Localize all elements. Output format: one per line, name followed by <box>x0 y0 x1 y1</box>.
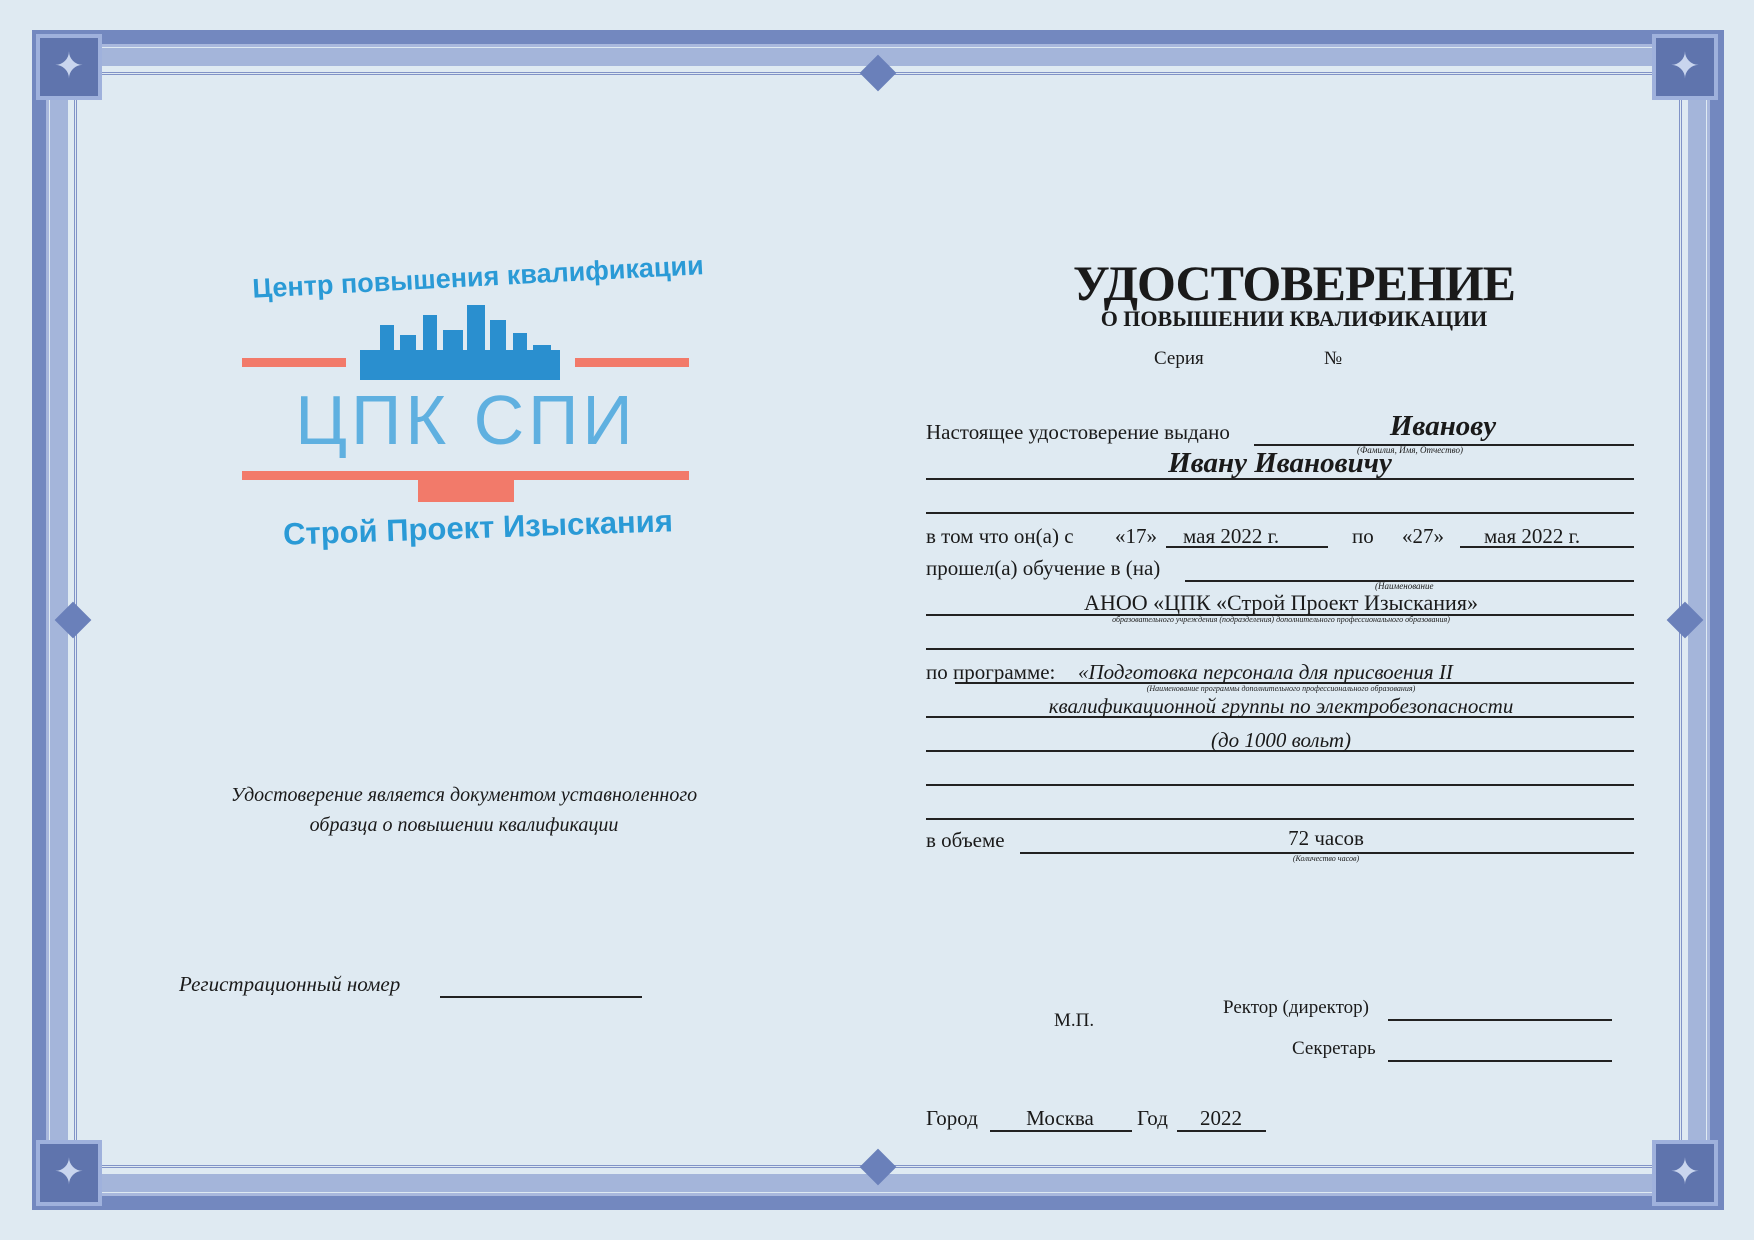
validity-note: Удостоверение является документом уставноленного <box>230 784 698 806</box>
logo-bar <box>575 358 689 367</box>
start-day: «17» <box>1115 524 1157 548</box>
org-caption: образовательного учреждения (подразделения) дополнительного профессионального образования) <box>1112 615 1450 624</box>
volume-label: в объеме <box>926 828 1005 852</box>
city-label: Город <box>926 1106 978 1130</box>
stamp-label: М.П. <box>1054 1010 1095 1031</box>
start-month-year: мая 2022 г. <box>1183 524 1280 548</box>
document-subtitle: О ПОВЫШЕНИИ КВАЛИФИКАЦИИ <box>1100 306 1488 331</box>
hours-caption: (Количество часов) <box>1292 854 1360 863</box>
year-value: 2022 <box>1200 1106 1242 1130</box>
field-line <box>926 648 1634 650</box>
city-value: Москва <box>1026 1106 1094 1130</box>
logo-top-text: Центр повышения квалификации <box>251 250 705 304</box>
logo-bottom-text: Строй Проект Изыскания <box>282 503 674 552</box>
hours-value: 72 часов <box>1288 826 1364 850</box>
end-month-year: мая 2022 г. <box>1484 524 1581 548</box>
document-title: УДОСТОВЕРЕНИЕ <box>1073 255 1515 311</box>
period-label: в том что он(а) с <box>926 524 1074 548</box>
program-name-line1: «Подготовка персонала для присвоения II <box>1078 660 1453 684</box>
issued-label: Настоящее удостоверение выдано <box>926 420 1230 444</box>
validity-note: образца о повышении квалификации <box>309 814 619 836</box>
registration-label: Регистрационный номер <box>179 972 401 996</box>
program-name-line2: квалификационной группы по электробезопасности <box>1048 694 1514 718</box>
corner-ornament-icon <box>36 34 102 100</box>
recipient-surname: Иванову <box>1389 410 1497 442</box>
studied-label: прошел(а) обучение в (на) <box>926 556 1161 580</box>
logo-main-text: ЦПК СПИ <box>295 381 637 459</box>
logo-bar <box>418 478 514 502</box>
series-label: Серия <box>1154 348 1204 369</box>
corner-ornament-icon <box>1652 34 1718 100</box>
rector-signature-line <box>1388 1019 1612 1021</box>
program-label: по программе: <box>926 660 1056 684</box>
secretary-label: Секретарь <box>1292 1038 1376 1059</box>
number-label: № <box>1324 348 1343 369</box>
recipient-name: Ивану Ивановичу <box>1168 447 1392 479</box>
registration-number-field <box>440 996 642 998</box>
field-line <box>926 512 1634 514</box>
program-name-line3: (до 1000 вольт) <box>1210 728 1352 752</box>
org-caption: (Наименование <box>1375 581 1434 591</box>
end-day: «27» <box>1402 524 1444 548</box>
to-label: по <box>1352 524 1374 548</box>
field-line <box>926 784 1634 786</box>
city-skyline-icon <box>355 305 570 380</box>
rector-label: Ректор (директор) <box>1223 997 1369 1018</box>
logo-bar <box>242 358 346 367</box>
program-caption: (Наименование программы дополнительного профессионального образования) <box>1146 684 1416 693</box>
corner-ornament-icon <box>1652 1140 1718 1206</box>
secretary-signature-line <box>1388 1060 1612 1062</box>
year-label: Год <box>1137 1106 1168 1130</box>
field-line <box>926 818 1634 820</box>
organization-name: АНОО «ЦПК «Строй Проект Изыскания» <box>1084 590 1478 615</box>
corner-ornament-icon <box>36 1140 102 1206</box>
fio-caption: (Фамилия, Имя, Отчество) <box>1357 445 1463 455</box>
